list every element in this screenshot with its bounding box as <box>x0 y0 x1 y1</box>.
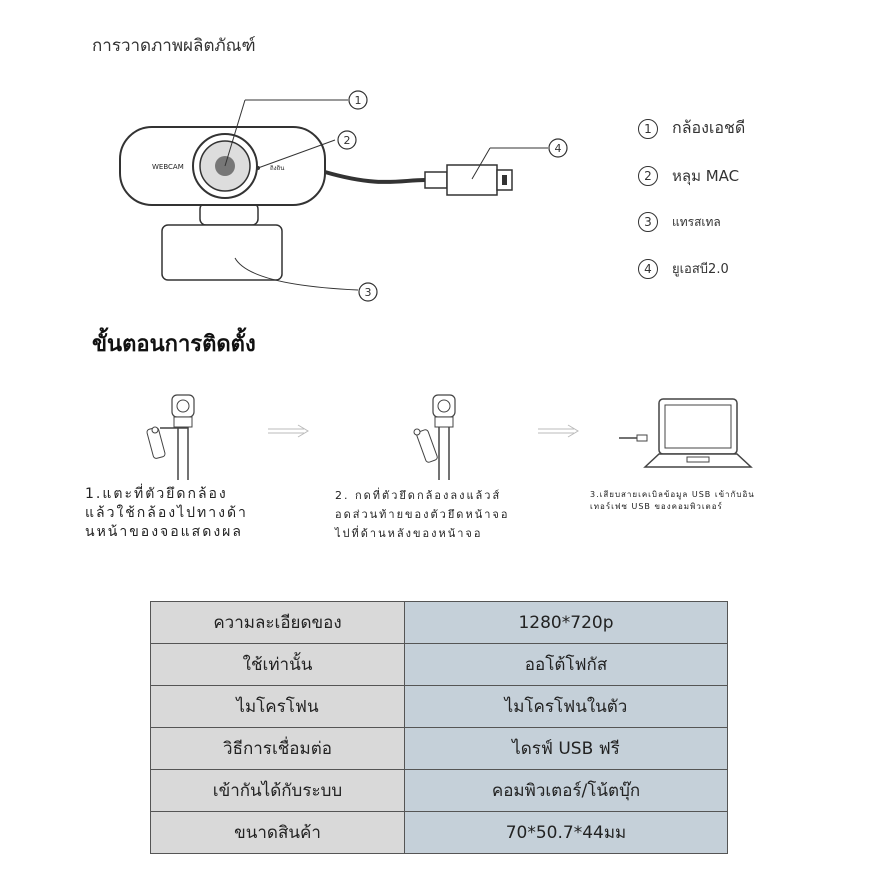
table-row <box>151 812 728 854</box>
spec-key: ไมโครโฟน <box>151 686 405 728</box>
mic-label: ถิงถิน <box>270 165 285 172</box>
cable-line <box>325 172 425 182</box>
arrow-1-icon <box>268 424 310 438</box>
spec-table <box>150 601 728 854</box>
spec-value: ออโต้โฟกัส <box>405 644 728 686</box>
usb-plug-body <box>447 165 497 195</box>
svg-text:4: 4 <box>554 142 562 155</box>
legend-label: แทรสเทล <box>672 214 721 229</box>
spec-value: 1280*720p <box>405 602 728 644</box>
spec-key: ใช้เท่านั้น <box>151 644 405 686</box>
arrow-2-icon <box>538 424 580 438</box>
table-row <box>151 602 728 644</box>
svg-text:3: 3 <box>364 286 372 299</box>
spec-value: ไมโครโฟนในตัว <box>405 686 728 728</box>
stand-base <box>162 225 282 280</box>
webcam-label: WEBCAM <box>152 163 184 171</box>
svg-text:1: 1 <box>354 94 362 107</box>
laptop-icon <box>615 395 760 475</box>
step-1-text: 1.แตะที่ตัวยึดกล้อง แล้วใช้กล้องไปทางด้า นหน้าของจอแสดงผล <box>85 486 248 540</box>
callout-number: 2 <box>638 166 658 186</box>
legend-item-1 <box>638 116 745 141</box>
table-row <box>151 728 728 770</box>
spec-key: ความละเอียดของ <box>151 602 405 644</box>
usb-plug-neck <box>425 172 447 188</box>
spec-value: ไดรฟ์ USB ฟรี <box>405 728 728 770</box>
table-row <box>151 686 728 728</box>
webcam-diagram <box>100 80 590 310</box>
callout-number: 3 <box>638 212 658 232</box>
svg-text:2: 2 <box>343 134 351 147</box>
callout-number: 4 <box>638 259 658 279</box>
step-2-text: 2. กดที่ตัวยึดกล้องลงแล้วส์ อดส่วนท้ายของตัวยึดหน้าจอ ไปที่ด้านหลังของหน้าจอ <box>335 489 510 540</box>
callout-number: 1 <box>638 119 658 139</box>
spec-key: ขนาดสินค้า <box>151 812 405 854</box>
legend-item-3 <box>638 212 721 232</box>
step-3-text: 3.เสียบสายเคเบิลข้อมูล USB เข้ากับอิน เทอร์เฟซ USB ของคอมพิวเตอร์ <box>590 490 755 511</box>
spec-key: วิธีการเชื่อมต่อ <box>151 728 405 770</box>
legend-label: กล้องเอชดี <box>672 118 746 137</box>
stand-neck <box>200 203 258 225</box>
spec-value: คอมพิวเตอร์/โน้ตบุ๊ก <box>405 770 728 812</box>
legend-item-4 <box>638 258 729 279</box>
legend-item-2 <box>638 164 739 188</box>
legend-label: ยูเอสบี2.0 <box>672 262 729 277</box>
product-drawing-title: การวาดภาพผลิตภัณฑ์ <box>92 36 256 56</box>
usb-plug-pin <box>502 175 507 185</box>
step1-illustration <box>140 390 210 480</box>
legend-label: หลุม MAC <box>672 167 740 185</box>
spec-value: 70*50.7*44มม <box>405 812 728 854</box>
table-row <box>151 770 728 812</box>
installation-title: ขั้นตอนการติดตั้ง <box>92 332 256 357</box>
step2-illustration <box>405 390 475 480</box>
table-row <box>151 644 728 686</box>
spec-key: เข้ากันได้กับระบบ <box>151 770 405 812</box>
